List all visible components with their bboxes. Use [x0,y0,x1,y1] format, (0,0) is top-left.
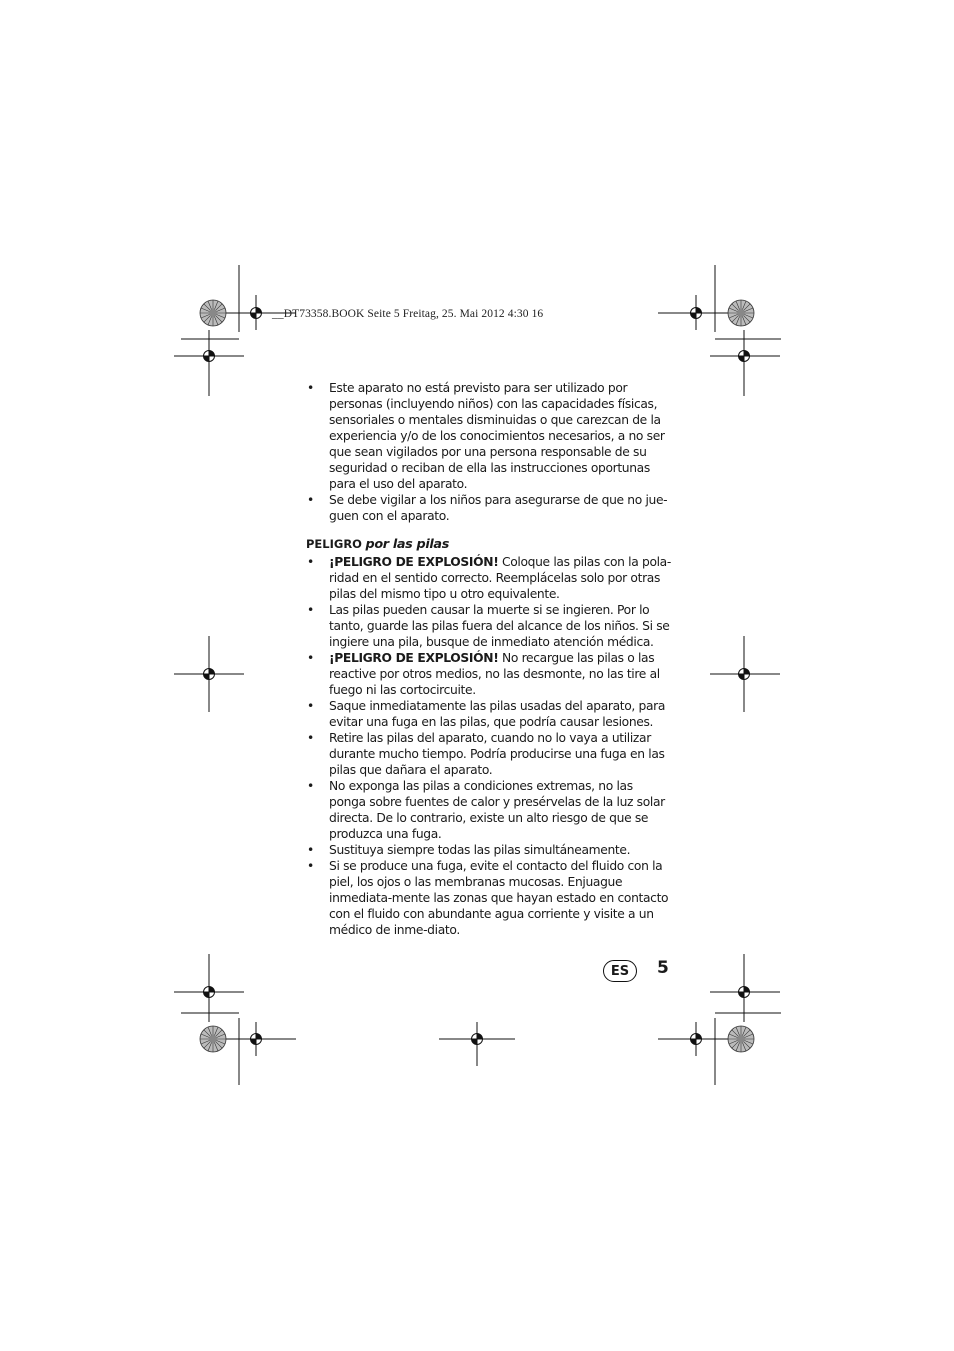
heading-italic: por las pilas [365,537,449,552]
warning-label: ¡PELIGRO DE EXPLOSIÓN! [329,651,499,665]
list-item [306,602,672,650]
list-item [306,698,672,730]
list-item [306,842,672,858]
list-item: • Este aparato no está previsto para ser utilizado por personas (incluyendo niños) con las capacidades físicas, sensoriales o mentales disminuidas o que carezcan de la experiencia y/o de los conocimientos necesarios, a no ser que sean vigilados por una persona responsable de su seguridad o reciban de ella las instrucciones oportunas para el uso del aparato. [306,380,672,492]
item-text: No exponga las pilas a condiciones extremas, no las ponga sobre fuentes de calor y presérvelas de la luz solar directa. De lo contrario, existe un alto riesgo de que se produzca una fuga. [329,779,665,841]
list-item [306,858,672,938]
battery-warnings-list [306,554,672,938]
item-text: Sustituya siempre todas las pilas simultáneamente. [329,843,631,857]
language-badge: ES [603,960,637,982]
intro-list [306,380,672,524]
list-item [306,650,672,698]
list-item [306,730,672,778]
warning-label: ¡PELIGRO DE EXPLOSIÓN! [329,555,499,569]
list-item [306,778,672,842]
item-text: Las pilas pueden causar la muerte si se ingieren. Por lo tanto, guarde las pilas fuera del alcance de los niños. Si se ingiere una pila, busque de inmediato atención médica. [329,603,670,649]
item-text: No recargue las pilas o las reactive por otros medios, no las desmonte, no las tire al fuego ni las cortocircuite. [329,651,660,697]
page-number: 5 [657,958,669,978]
list-item: • Se debe vigilar a los niños para asegurarse de que no jue-guen con el aparato. [306,492,672,524]
item-text: Saque inmediatamente las pilas usadas del aparato, para evitar una fuga en las pilas, que podría causar lesiones. [329,699,666,729]
list-item [306,554,672,602]
item-text: Si se produce una fuga, evite el contacto del fluido con la piel, los ojos o las membranas mucosas. Enjuague inmediata-mente las zonas que hayan estado en contacto con el fluido con abundante agua corriente y visite a un médico de inme-diato. [329,859,669,937]
print-slug: __DT73358.BOOK Seite 5 Freitag, 25. Mai 2012 4:30 16 [272,308,544,320]
item-text: Coloque las pilas con la pola-ridad en el sentido correcto. Reemplácelas solo por otras pilas del mismo tipo u otro equivalente. [329,555,671,601]
section-heading [306,536,672,553]
heading-bold: PELIGRO [306,537,362,551]
item-text: Retire las pilas del aparato, cuando no lo vaya a utilizar durante mucho tiempo. Podría producirse una fuga en las pilas que dañara el aparato. [329,731,665,777]
document-body [306,380,672,938]
